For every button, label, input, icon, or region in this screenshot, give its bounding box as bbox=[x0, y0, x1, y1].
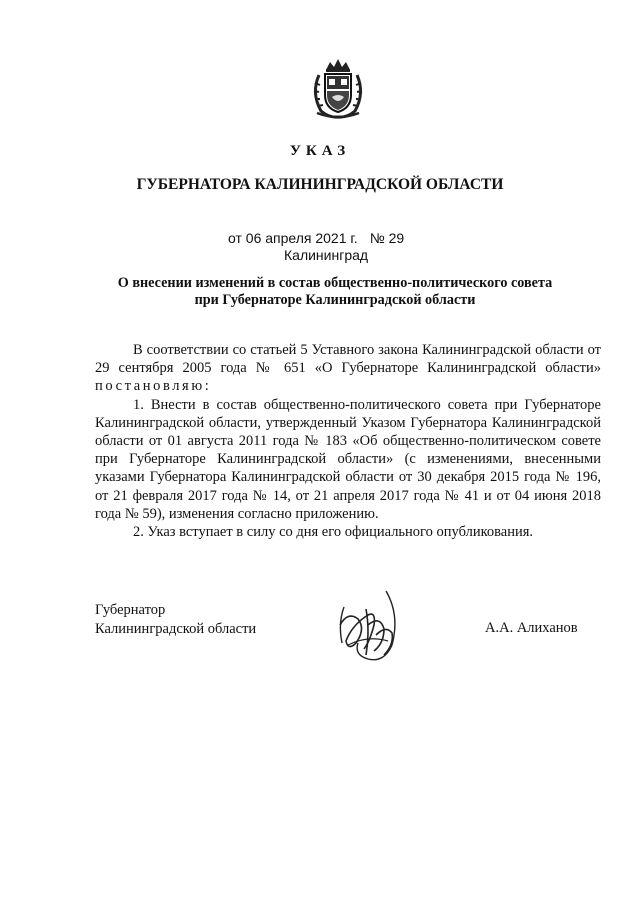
position-line-1: Губернатор bbox=[95, 602, 166, 618]
item-2-paragraph: 2. Указ вступает в силу со дня его официального опубликования. bbox=[133, 524, 534, 541]
coat-of-arms-icon bbox=[305, 55, 371, 121]
handwritten-signature-icon bbox=[318, 585, 428, 665]
document-type: УКАЗ bbox=[289, 143, 351, 159]
decree-subject bbox=[95, 275, 575, 309]
position-line-2: Калининградской области bbox=[95, 621, 257, 637]
signatory-position bbox=[95, 601, 256, 639]
subject-line-2: при Губернаторе Калининградской области bbox=[194, 292, 476, 308]
decree-body bbox=[95, 341, 601, 541]
preamble-decree-word: постановляю: bbox=[95, 378, 212, 395]
signatory-name: А.А. Алиханов bbox=[485, 620, 578, 636]
issuer-title: ГУБЕРНАТОРА КАЛИНИНГРАДСКОЙ ОБЛАСТИ bbox=[136, 176, 504, 193]
preamble-text: В соответствии со статьей 5 Уставного закона Калининградской области от 29 сентября 2005 года № 651 «О Губернаторе Калининградской области» bbox=[95, 342, 601, 377]
decree-number: № 29 bbox=[369, 230, 405, 246]
subject-line-1: О внесении изменений в состав общественно-политического совета bbox=[117, 275, 553, 291]
item-1-paragraph: 1. Внести в состав общественно-политического совета при Губернаторе Калининградской области, утвержденный Указом Губернатора Калининградской области от 01 августа 2011 года № 183 «Об общественно-политическом совете при Губернаторе Калининградской области» (с изменениями, внесенными указами Губернатора Калининградской области от 30 декабря 2015 года № 196, от 21 февраля 2017 года № 14, от 21 апреля 2017 года № 41 и от 04 июня 2018 года № 59), изменения согласно приложению. bbox=[95, 396, 601, 522]
decree-date: от 06 апреля 2021 г. bbox=[228, 230, 358, 246]
preamble-paragraph bbox=[95, 341, 601, 396]
decree-city: Калининград bbox=[284, 247, 369, 263]
date-number-line bbox=[228, 230, 404, 246]
